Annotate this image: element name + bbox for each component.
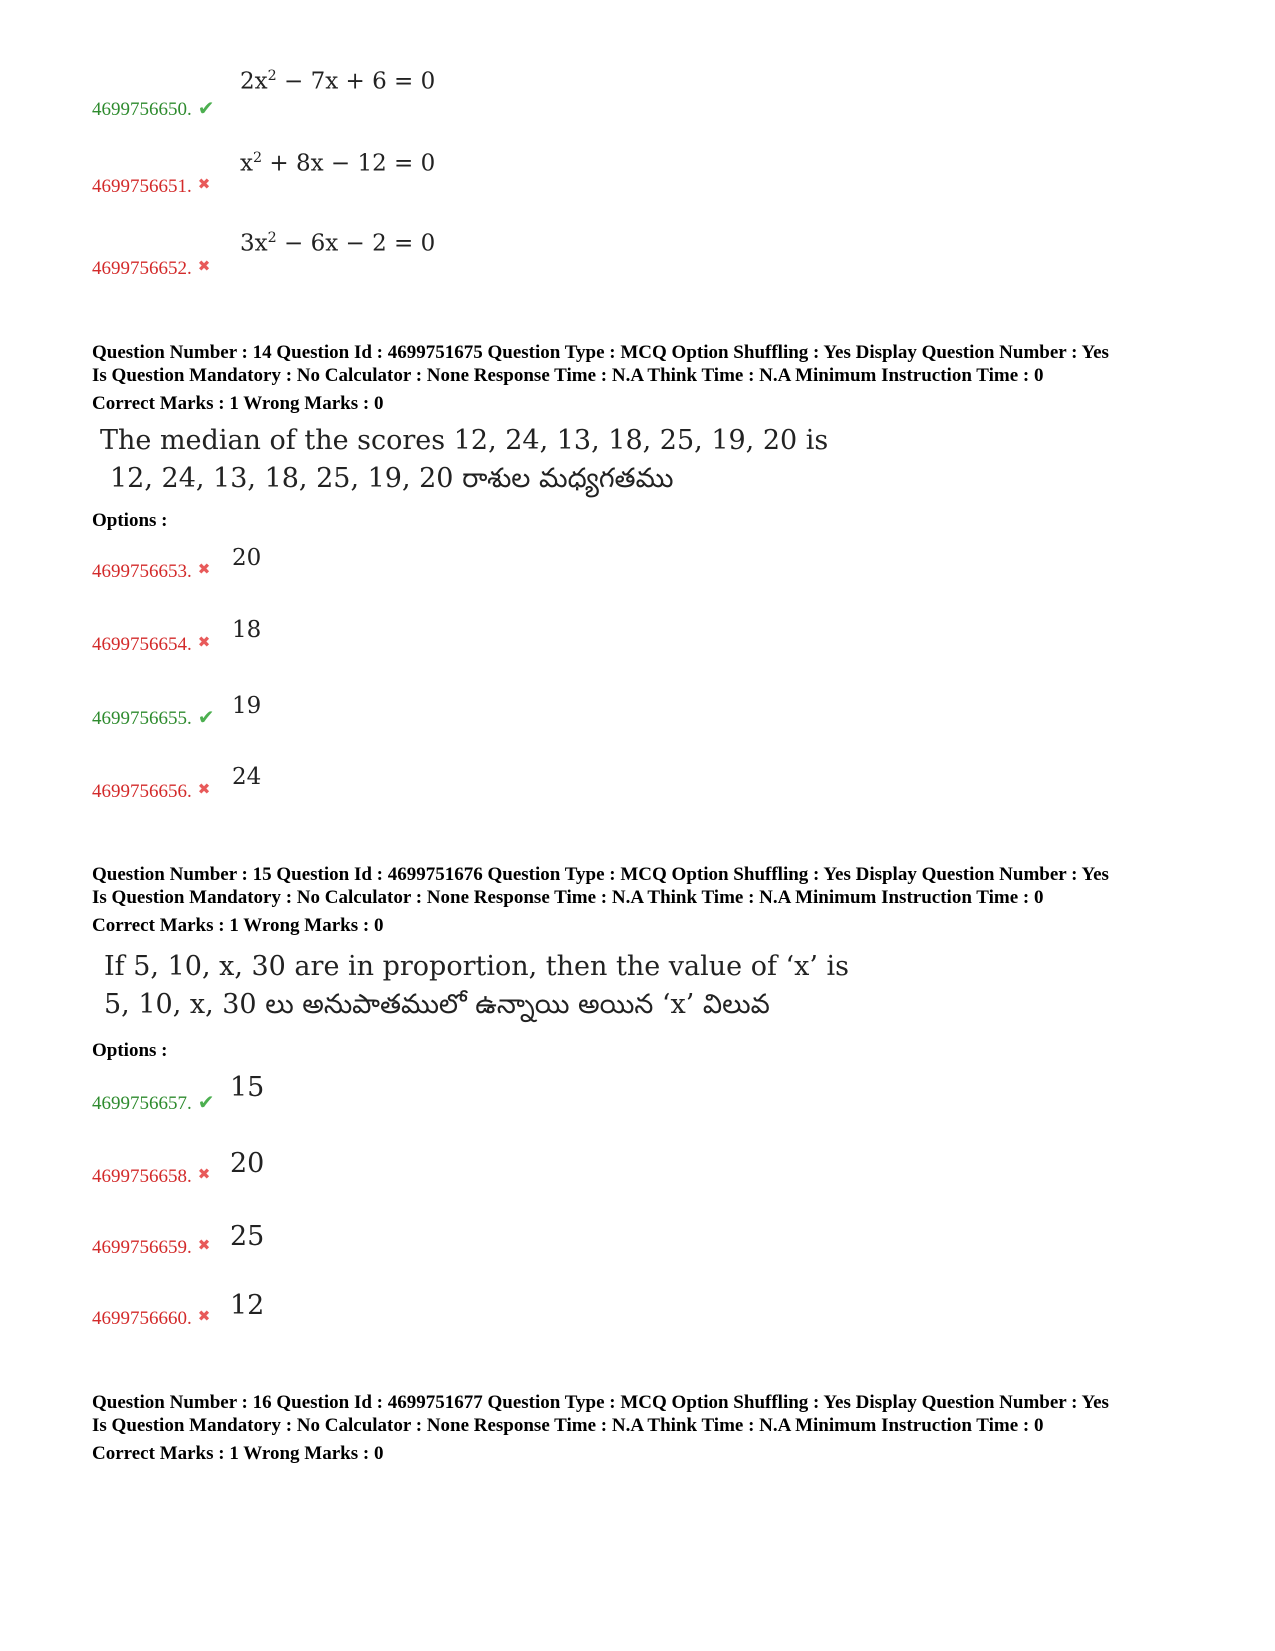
cross-icon: ✖ [197,257,211,275]
question-text-en: If 5, 10, x, 30 are in proportion, then the value of ‘x’ is [104,951,850,982]
option-value: 20 [230,1148,265,1179]
marks-line: Correct Marks : 1 Wrong Marks : 0 [92,915,384,936]
option-row [0,545,1275,605]
cross-icon: ✖ [197,1165,211,1183]
option-value: 19 [232,693,262,719]
option-value: 24 [232,764,262,790]
option-id: 4699756654. ✖ [92,633,211,655]
meta-line: Question Number : 15 Question Id : 4699751676 Question Type : MCQ Option Shuffling : Yes Display Question Number : Yes [92,864,1109,885]
cross-icon: ✖ [197,780,211,798]
option-value: 20 [232,545,262,571]
question-meta [92,1391,1212,1465]
option-id: 4699756655. ✔ [92,705,215,729]
cross-icon: ✖ [197,175,211,193]
question-text-te: 12, 24, 13, 18, 25, 19, 20 రాశుల మధ్యగతము [110,463,674,494]
cross-icon: ✖ [197,1307,211,1325]
option-id: 4699756659. ✖ [92,1236,211,1258]
option-row [0,68,1275,128]
option-value: 18 [232,617,262,643]
check-icon: ✔ [197,705,215,729]
option-id: 4699756660. ✖ [92,1307,211,1329]
option-value: 12 [230,1290,265,1321]
question-text-en: The median of the scores 12, 24, 13, 18, 25, 19, 20 is [100,425,829,456]
cross-icon: ✖ [197,1236,211,1254]
cross-icon: ✖ [197,560,211,578]
question-meta [92,863,1212,937]
option-value: 25 [230,1221,265,1252]
option-row [0,1148,1275,1208]
option-row [0,150,1275,210]
check-icon: ✔ [197,1090,215,1114]
options-label: Options : [92,510,168,531]
option-row [0,1221,1275,1281]
option-id: 4699756657. ✔ [92,1090,215,1114]
meta-line: Is Question Mandatory : No Calculator : None Response Time : N.A Think Time : N.A Minimum Instruction Time : 0 [92,887,1044,908]
option-row [0,764,1275,824]
check-icon: ✔ [197,96,215,120]
option-id: 4699756656. ✖ [92,780,211,802]
option-row [0,617,1275,677]
question-text [104,948,849,1024]
option-id: 4699756653. ✖ [92,560,211,582]
option-equation: $3x^2 - 6x - 2 = 0$ [240,230,436,257]
option-id: 4699756652. ✖ [92,257,211,279]
marks-line: Correct Marks : 1 Wrong Marks : 0 [92,393,384,414]
option-value: 15 [230,1072,265,1103]
marks-line: Correct Marks : 1 Wrong Marks : 0 [92,1443,384,1464]
meta-line: Question Number : 14 Question Id : 4699751675 Question Type : MCQ Option Shuffling : Yes Display Question Number : Yes [92,342,1109,363]
option-id: 4699756658. ✖ [92,1165,211,1187]
options-label: Options : [92,1040,168,1061]
option-equation: $x^2 + 8x - 12 = 0$ [240,150,436,177]
option-id: 4699756650. ✔ [92,96,215,120]
cross-icon: ✖ [197,633,211,651]
option-row [0,693,1275,753]
question-text-te: 5, 10, x, 30 లు అనుపాతములో ఉన్నాయి అయిన ‘x’ విలువ [104,989,770,1020]
question-meta [92,341,1212,415]
meta-line: Question Number : 16 Question Id : 4699751677 Question Type : MCQ Option Shuffling : Yes Display Question Number : Yes [92,1392,1109,1413]
meta-line: Is Question Mandatory : No Calculator : None Response Time : N.A Think Time : N.A Minimum Instruction Time : 0 [92,365,1044,386]
option-id: 4699756651. ✖ [92,175,211,197]
meta-line: Is Question Mandatory : No Calculator : None Response Time : N.A Think Time : N.A Minimum Instruction Time : 0 [92,1415,1044,1436]
option-row [0,1072,1275,1132]
question-text [100,422,828,498]
option-equation: $2x^2 - 7x + 6 = 0$ [240,68,436,95]
option-row [0,1290,1275,1350]
option-row [0,230,1275,290]
